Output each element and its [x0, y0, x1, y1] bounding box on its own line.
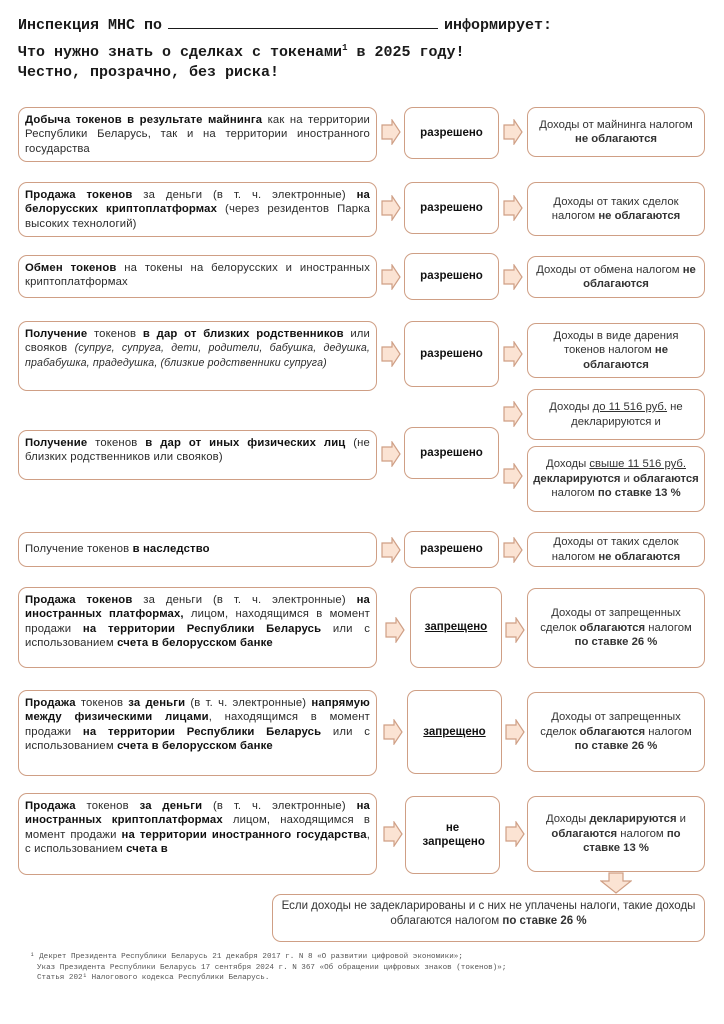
header-line-1 [18, 14, 552, 34]
row-8-condition [18, 690, 377, 776]
arrow-right-icon [381, 537, 401, 563]
row-5-result-under-limit-text: Доходы до 11 516 руб. не декларируются и [549, 401, 683, 428]
row-9-condition [18, 793, 377, 875]
row-1-result [527, 107, 705, 157]
row-8-status: запрещено [407, 690, 502, 774]
arrow-right-icon [503, 264, 523, 290]
row-5-condition [18, 430, 377, 480]
row-4-condition-text: Получение токенов в дар от близких родственников или свояков (супруг, супруга, дети, родители, бабушка, дедушка, прабабушка, прадедушка, (близкие родственники супруга) [25, 328, 370, 369]
row-2-result [527, 182, 705, 236]
arrow-right-icon [503, 537, 523, 563]
row-9-result [527, 796, 705, 872]
row-7-condition [18, 587, 377, 668]
arrow-right-icon [503, 401, 523, 427]
row-7-result [527, 588, 705, 668]
row-1-status: разрешено [404, 107, 499, 159]
row-6-result-text: Доходы от таких сделок налогом не облагаются [551, 536, 681, 563]
row-9-result-text: Доходы декларируются и облагаются налогом по ставке 13 % [545, 813, 686, 855]
row-4-result-text: Доходы в виде дарения токенов налогом не облагаются [553, 329, 679, 371]
arrow-right-icon [503, 341, 523, 367]
row-2-result-text: Доходы от таких сделок налогом не облагаются [551, 195, 681, 222]
arrow-right-icon [503, 119, 523, 145]
footnotes [30, 952, 700, 984]
arrow-right-icon [503, 463, 523, 489]
row-9-status [405, 796, 500, 874]
header-subtitle-b: в 2025 году! [347, 44, 465, 61]
row-9-status-text: не запрещено [422, 821, 485, 848]
header-blank-field [168, 14, 438, 29]
row-3-condition-text: Обмен токенов на токены на белорусских и иностранных криптоплатформах [25, 262, 370, 289]
arrow-right-icon [505, 821, 525, 847]
row-4-condition [18, 321, 377, 391]
row-8-result [527, 692, 705, 772]
row-7-status: запрещено [410, 587, 502, 668]
arrow-right-icon [383, 821, 403, 847]
row-2-condition-text: Продажа токенов за деньги (в т. ч. электронные) на белорусских криптоплатформах (через резидентов Парка высоких технологий) [25, 189, 371, 230]
arrow-right-icon [505, 719, 525, 745]
arrow-right-icon [383, 719, 403, 745]
row-3-result [527, 256, 705, 298]
row-8-condition-text: Продажа токенов за деньги (в т. ч. электронные) напрямую между физическими лицами, находящимся в момент продажи на территории Республики Беларусь или с использованием счета в белорусском банке [25, 697, 371, 753]
row-1-result-text: Доходы от майнинга налогом не облагаются [539, 118, 693, 145]
arrow-right-icon [503, 195, 523, 221]
arrow-right-icon [381, 119, 401, 145]
arrow-right-icon [505, 617, 525, 643]
row-5-status: разрешено [404, 427, 499, 479]
row-4-status: разрешено [404, 321, 499, 387]
arrow-right-icon [381, 341, 401, 367]
row-6-condition [18, 532, 377, 567]
footnote-3: Статья 202¹ Налогового кодекса Республики Беларусь. [37, 974, 270, 982]
row-7-condition-text: Продажа токенов за деньги (в т. ч. электронные) на иностранных платформах, лицом, находящимся в момент продажи на территории Республики Беларусь или с использованием счета в белорусском банке [25, 594, 371, 650]
header-footnote-mark: 1 [342, 43, 348, 53]
arrow-right-icon [381, 195, 401, 221]
row-7-result-text: Доходы от запрещенных сделок облагаются налогом по ставке 26 % [540, 607, 692, 649]
footnote-2: Указ Президента Республики Беларусь 17 сентября 2024 г. N 367 «Об обращении цифровых знаков (токенов)»; [37, 963, 507, 972]
row-9-condition-text: Продажа токенов за деньги (в т. ч. электронные) на иностранных криптоплатформах лицом, находящимся в момент продажи на территории иностранного государства, с использованием счета в [25, 800, 370, 856]
row-5-result-over-limit-text: Доходы свыше 11 516 руб. декларируются и облагаются налогом по ставке 13 % [533, 458, 699, 500]
row-1-condition [18, 107, 377, 162]
row-3-condition [18, 255, 377, 298]
row-1-condition-text: Добыча токенов в результате майнинга как на территории Республики Беларусь, так и на территории иностранного государства [25, 114, 370, 155]
header-subtitle-a: Что нужно знать о сделках с токенами [18, 44, 343, 61]
row-3-status: разрешено [404, 253, 499, 300]
arrow-down-icon [600, 872, 632, 894]
row-5-result-under-limit [527, 389, 705, 440]
arrow-right-icon [385, 617, 405, 643]
row-5-condition-text: Получение токенов в дар от иных физических лиц (не близких родственников или свояков) [25, 437, 370, 464]
row-6-condition-text: Получение токенов в наследство [25, 543, 210, 556]
header-inspection-label: Инспекция МНС по [18, 17, 163, 34]
row-8-result-text: Доходы от запрещенных сделок облагаются налогом по ставке 26 % [540, 711, 692, 753]
bottom-note [272, 894, 705, 942]
row-3-result-text: Доходы от обмена налогом не облагаются [536, 263, 696, 290]
header-informs-label: информирует: [444, 17, 553, 34]
arrow-right-icon [381, 441, 401, 467]
arrow-right-icon [381, 264, 401, 290]
row-6-result [527, 532, 705, 567]
bottom-note-text: Если доходы не задекларированы и с них не уплачены налоги, такие доходы облагаются налогом по ставке 26 % [281, 900, 696, 927]
row-4-result [527, 323, 705, 378]
row-5-result-over-limit [527, 446, 705, 512]
row-2-status: разрешено [404, 182, 499, 234]
footnote-1: ¹ Декрет Президента Республики Беларусь 21 декабря 2017 г. N 8 «О развитии цифровой экономики»; [30, 953, 463, 961]
header-line-2 [18, 43, 465, 61]
row-2-condition [18, 182, 377, 237]
header-line-3: Честно, прозрачно, без риска! [18, 64, 280, 81]
row-6-status: разрешено [404, 531, 499, 568]
